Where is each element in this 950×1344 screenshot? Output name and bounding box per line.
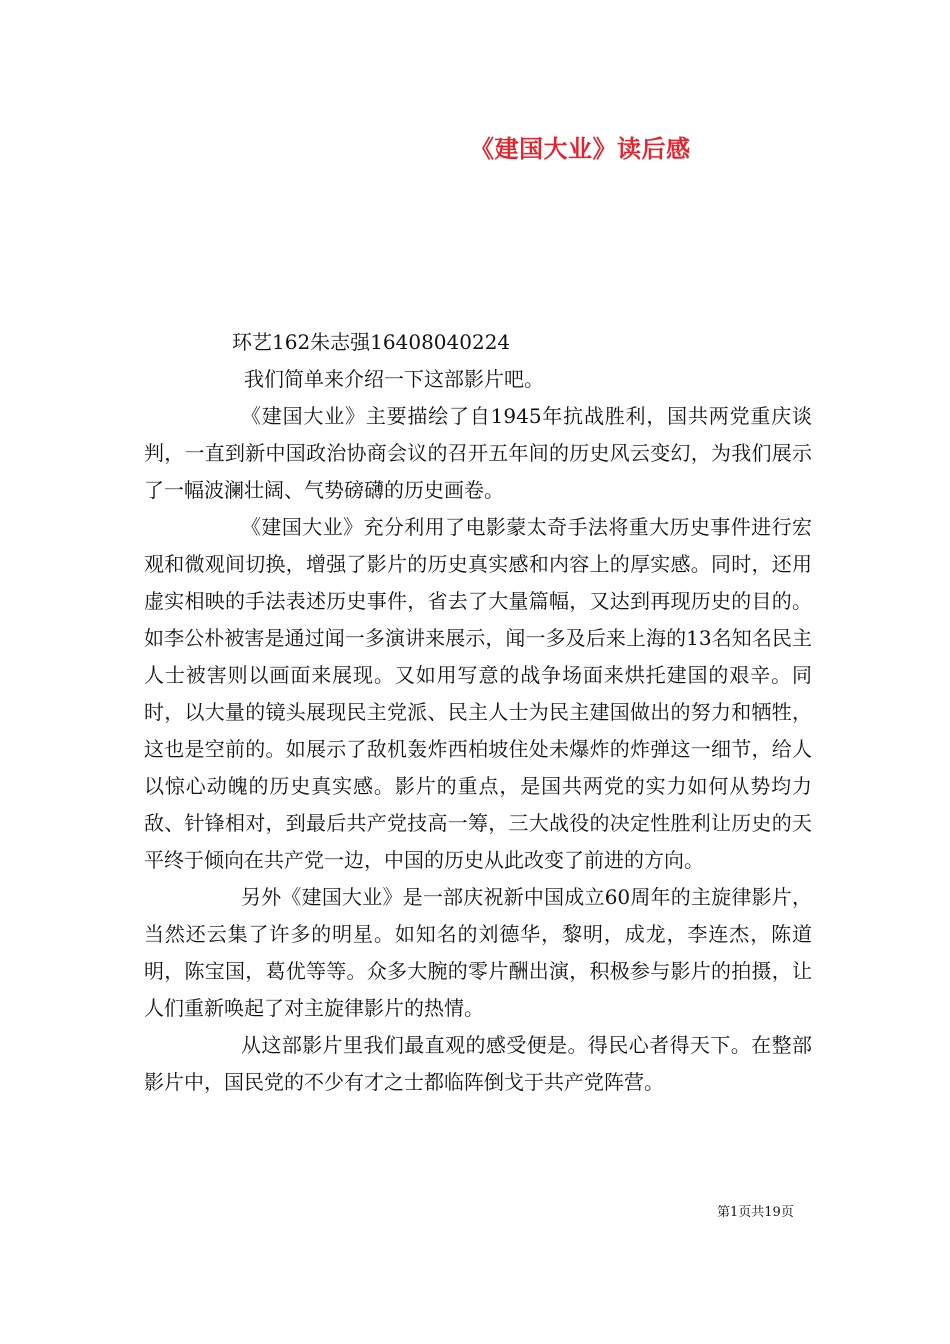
- document-body: [144, 324, 812, 1101]
- document-title: 《建国大业》读后感: [470, 134, 691, 163]
- paragraph-stars: 另外《建国大业》是一部庆祝新中国成立60周年的主旋律影片，当然还云集了许多的明星。如知名的刘德华，黎明，成龙，李连杰，陈道明，陈宝国，葛优等等。众多大腕的零片酬出演，积极参与影片的拍摄，让人们重新唤起了对主旋律影片的热情。: [144, 885, 812, 1020]
- author-line: 环艺162朱志强16408040224: [232, 330, 511, 354]
- paragraph-summary: 《建国大业》主要描绘了自1945年抗战胜利，国共两党重庆谈判，一直到新中国政治协商会议的召开五年间的历史风云变幻，为我们展示了一幅波澜壮阔、气势磅礴的历史画卷。: [144, 404, 812, 502]
- paragraph-conclusion: 从这部影片里我们最直观的感受便是。得民心者得天下。在整部影片中，国民党的不少有才之士都临阵倒戈于共产党阵营。: [144, 1033, 812, 1094]
- page-number-footer: 第1页共19页: [717, 1205, 794, 1220]
- paragraph-intro: 我们简单来介绍一下这部影片吧。: [244, 367, 544, 391]
- paragraph-technique: 《建国大业》充分利用了电影蒙太奇手法将重大历史事件进行宏观和微观间切换，增强了影片的历史真实感和内容上的厚实感。同时，还用虚实相映的手法表述历史事件，省去了大量篇幅，又达到再现历史的目的。如李公朴被害是通过闻一多演讲来展示，闻一多及后来上海的13名知名民主人士被害则以画面来展现。又如用写意的战争场面来烘托建国的艰辛。同时，以大量的镜头展现民主党派、民主人士为民主建国做出的努力和牺牲，这也是空前的。如展示了敌机轰炸西柏坡住处未爆炸的炸弹这一细节，给人以惊心动魄的历史真实感。影片的重点，是国共两党的实力如何从势均力敌、针锋相对，到最后共产党技高一筹，三大战役的决定性胜利让历史的天平终于倾向在共产党一边，中国的历史从此改变了前进的方向。: [144, 515, 812, 872]
